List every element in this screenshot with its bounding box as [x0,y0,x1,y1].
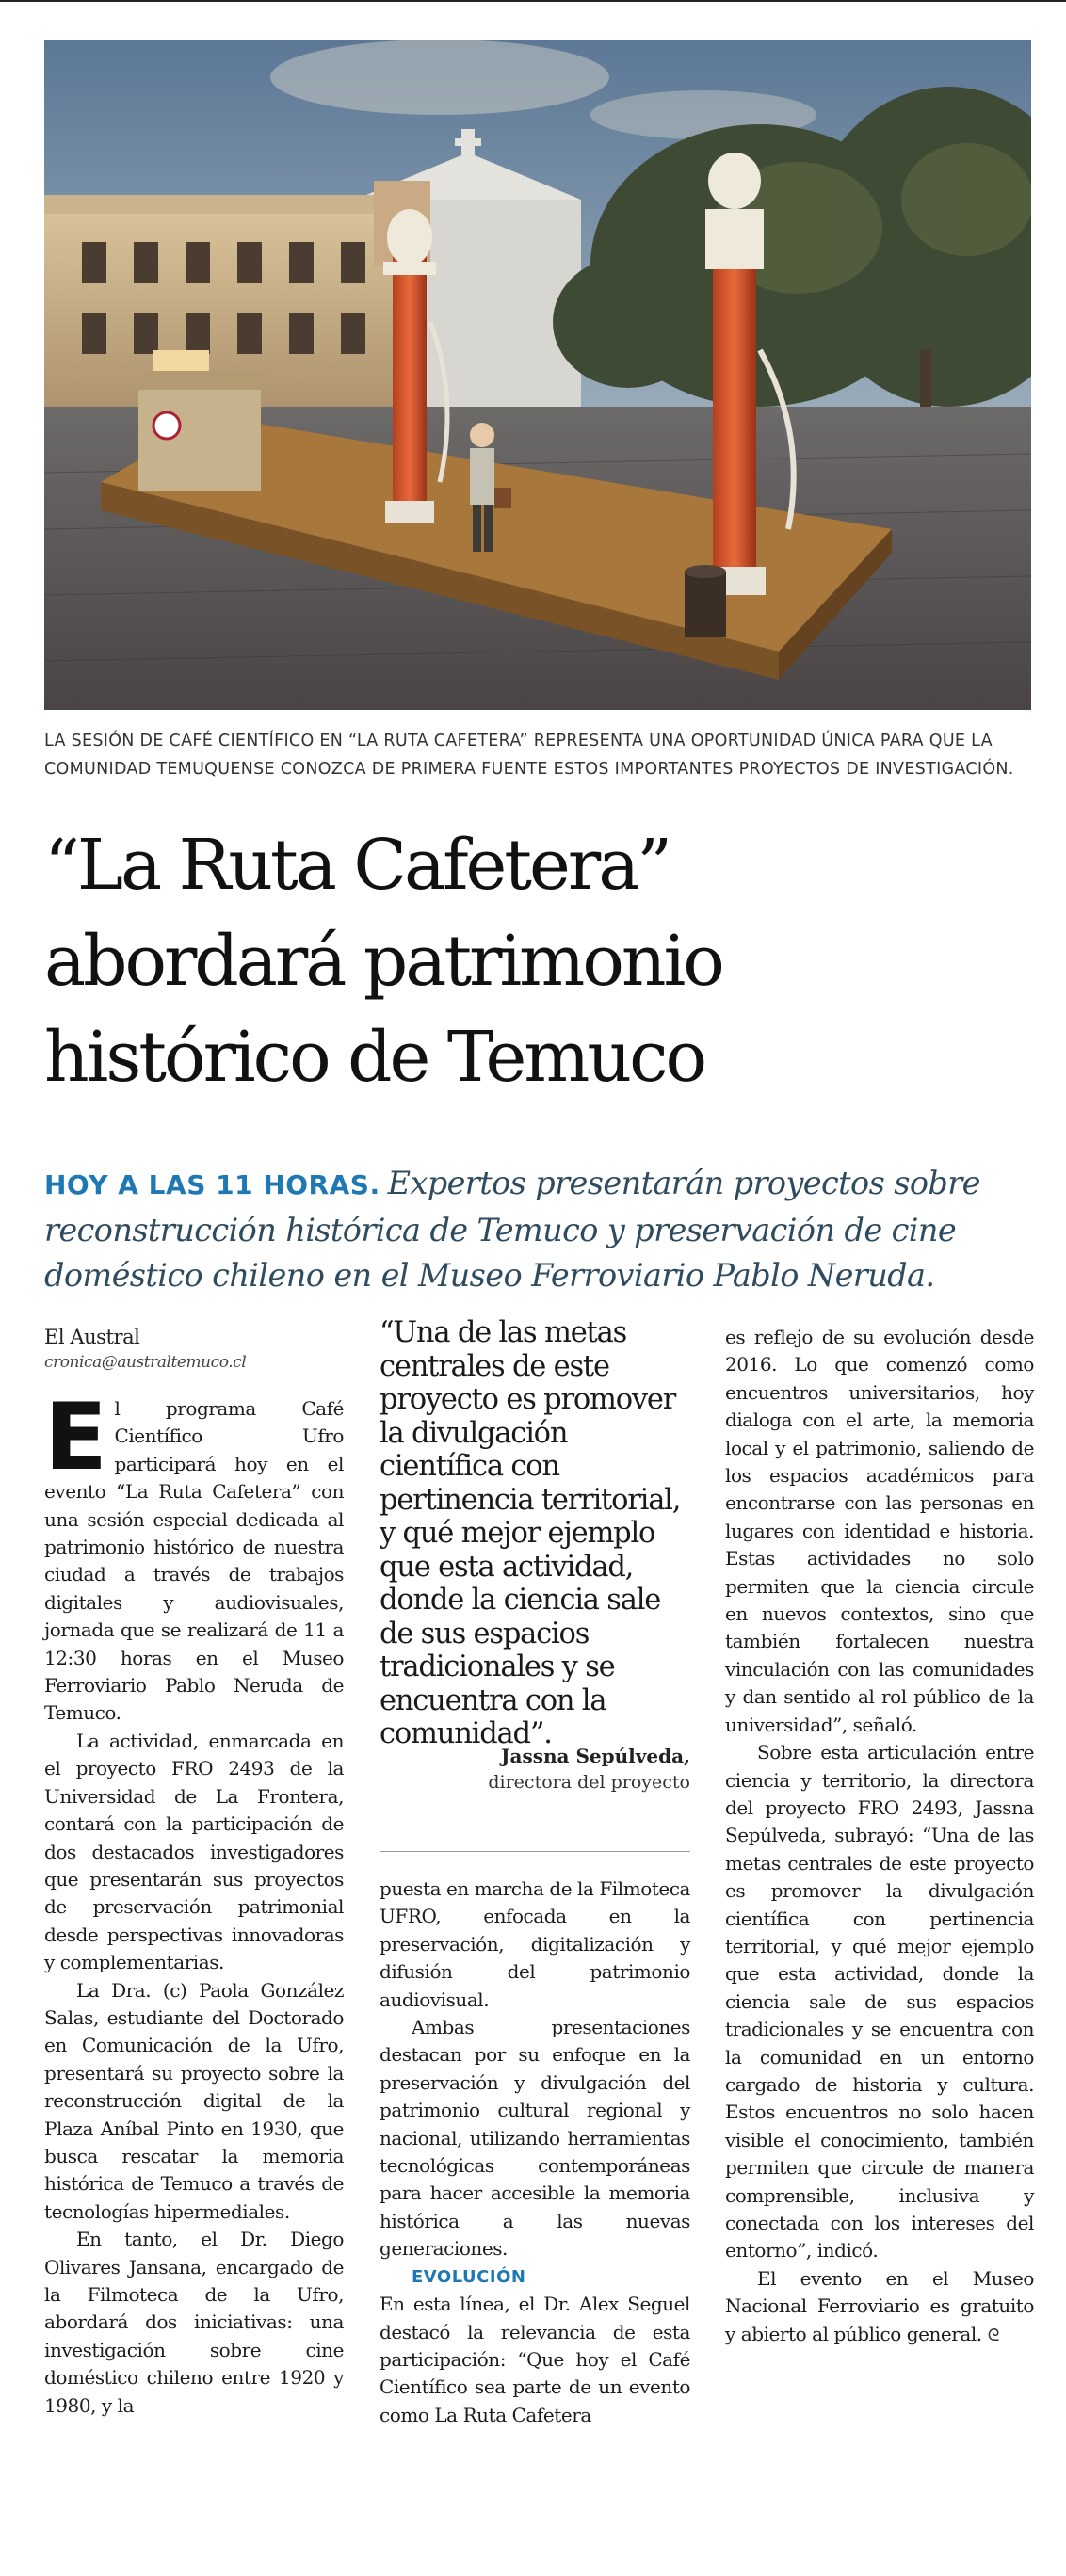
paragraph: En esta línea, el Dr. Alex Seguel destacó la relevancia de esta participación: “Que hoy el Café Científico sea parte de un evento como La Ruta Cafetera [380,2293,690,2426]
paragraph: Ambas presentaciones destacan por su enfoque en la preservación y divulgación del patrimonio cultural regional y nacional, utilizando herramientas tecnológicas contemporáneas para hacer accesible la memoria histórica a las nuevas generaciones. [380,2016,690,2261]
headline [44,817,1042,1105]
end-mark-icon: ᘓ [987,2325,999,2345]
byline-author: El Austral [44,1326,140,1348]
deck [44,1161,1042,1298]
plaza-render-illustration [44,40,1031,710]
column-2 [380,1876,690,2429]
article-photo [44,40,1031,710]
paragraph-intro-text: l programa Café Científico Ufro participará hoy en el evento “La Ruta Cafetera” con una sesión especial dedicada al patrimonio histórico de nuestra ciudad a través de trabajos digitales y audiovisuales, jornada que se realizará de 11 a 12:30 horas en el Museo Ferroviario Pablo Neruda de Temuco. [44,1397,344,1725]
headline-line-3: histórico de Temuco [44,1017,705,1098]
deck-text: Expertos presentarán proyectos sobre reconstrucción histórica de Temuco y preservación de cine doméstico chileno en el Museo Ferroviario Pablo Neruda. [44,1165,980,1294]
photo-caption: LA SESIÓN DE CAFÉ CIENTÍFICO EN “LA RUTA CAFETERA” REPRESENTA UNA OPORTUNIDAD ÚNICA PARA QUE LA COMUNIDAD TEMUQUENSE CONOZCA DE PRIMERA FUENTE ESTOS IMPORTANTES PROYECTOS DE INVESTIGACIÓN. [44,732,1014,779]
pull-quote-author: Jassna Sepúlveda, [501,1745,690,1767]
paragraph: es reflejo de su evolución desde 2016. Lo que comenzó como encuentros universitarios, hoy dialoga con el arte, la memoria local y el patrimonio, saliendo de los espacios académicos para encontrarse con las personas en lugares con identidad e historia. Estas actividades no solo permiten que la ciencia circule en nuevos contextos, sino que también fortalecen nuestra vinculación con las comunidades y dan sentido al rol público de la universidad”, señaló. [725,1326,1034,1736]
column-3 [725,1324,1034,2349]
column-1 [44,1324,344,2420]
paragraph-final-text: El evento en el Museo Nacional Ferroviario es gratuito y abierto al público general. [725,2266,1034,2345]
paragraph: La actividad, enmarcada en el proyecto FRO 2493 de la Universidad de La Frontera, contará con la participación de dos destacados investigadores que presentarán sus proyectos de preservación patrimonial desde perspectivas innovadoras y complementarias. [44,1729,344,1974]
paragraph: La Dra. (c) Paola González Salas, estudiante del Doctorado en Comunicación de la Ufro, presentará su proyecto sobre la reconstrucción digital de la Plaza Aníbal Pinto en 1930, que busca rescatar la memoria histórica de Temuco a través de tecnologías hipermediales. [44,1978,344,2223]
paragraph: Sobre esta articulación entre ciencia y territorio, la directora del proyecto FRO 2493, Jassna Sepúlveda, subrayó: “Una de las metas centrales de este proyecto es promover la divulgación científica con pertinencia territorial, y qué mejor ejemplo que esta actividad, donde la ciencia sale de sus espacios tradicionales y se encuentra con la comunidad en un entorno cargado de historia y cultura. Estos encuentros no solo hacen visible el conocimiento, también permiten que circule de manera comprensible, inclusiva y conectada con los intereses del entorno”, indicó. [725,1741,1034,2262]
paragraph-intro [44,1384,344,1728]
deck-kicker: HOY A LAS 11 HORAS. [44,1169,380,1200]
headline-line-1: “La Ruta Cafetera” [44,825,670,906]
pull-quote-role: directora del proyecto [488,1772,690,1793]
top-rule [0,0,1066,11]
paragraph: puesta en marcha de la Filmoteca UFRO, enfocada en la preservación, digitalización y difusión del patrimonio audiovisual. [380,1877,690,2011]
byline-email: cronica@australtemuco.cl [44,1353,247,1372]
section-subhead: EVOLUCIÓN [412,2266,526,2287]
divider [380,1851,690,1852]
paragraph-final [725,2265,1034,2349]
drop-cap: E [44,1384,107,1491]
paragraph: En tanto, el Dr. Diego Olivares Jansana, encargado de la Filmoteca de la Ufro, abordará dos iniciativas: una investigación sobre cine doméstico chileno entre 1920 y 1980, y la [44,2228,344,2417]
pull-quote: “Una de las metas centrales de este proyecto es promover la divulgación científica con pertinencia territorial, y qué mejor ejemplo que esta actividad, donde la ciencia sale de sus espacios tradicionales y se encuentra con la comunidad”. [380,1316,681,1750]
headline-line-2: abordará patrimonio [44,921,722,1002]
